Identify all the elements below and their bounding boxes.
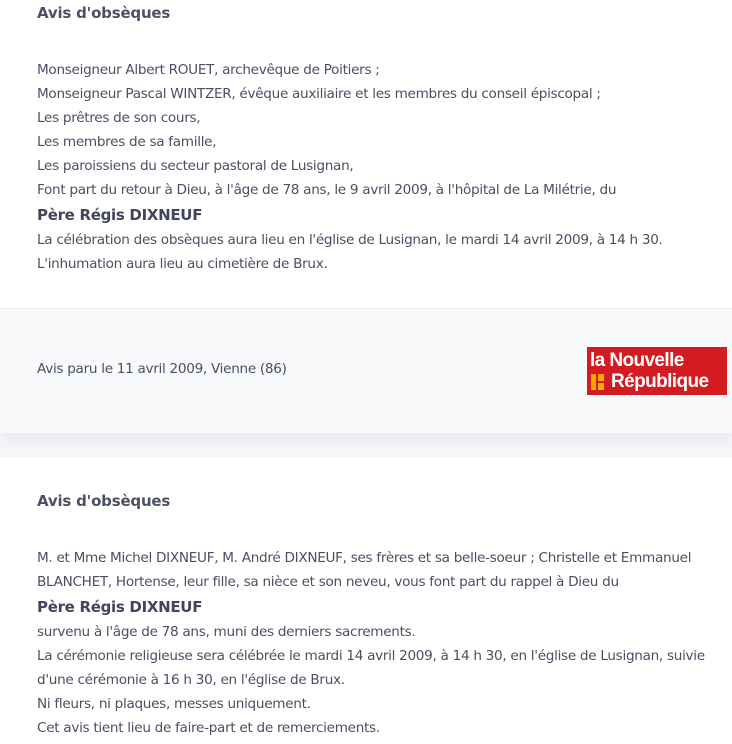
text-line: La cérémonie religieuse sera célébrée le mardi 14 avril 2009, à 14 h 30, en l'église de Lusignan, suivie [37,648,705,664]
text-line: BLANCHET, Hortense, leur fille, sa nièce et son neveu, vous font part du rappel à Dieu du [37,574,619,590]
deceased-name: Père Régis DIXNEUF [37,206,203,224]
text-line: Monseigneur Albert ROUET, archevêque de Poitiers ; [37,62,380,78]
card-separator [0,433,732,457]
text-line: Les membres de sa famille, [37,134,217,150]
text-line: Les paroissiens du secteur pastoral de Lusignan, [37,158,354,174]
text-line: Les prêtres de son cours, [37,110,201,126]
text-line: Font part du retour à Dieu, à l'âge de 78 ans, le 9 avril 2009, à l'hôpital de La Milétrie, du [37,182,617,198]
notice-text [37,58,724,276]
text-line: La célébration des obsèques aura lieu en l'église de Lusignan, le mardi 14 avril 2009, à 14 h 30. [37,232,663,248]
publication-info: Avis paru le 11 avril 2009, Vienne (86) [37,361,287,377]
logo-line-1: la Nouvelle [590,350,684,371]
notice-text [37,546,724,740]
obituary-body [0,0,732,309]
obituary-card-2 [0,457,732,744]
notice-footer [0,309,732,433]
text-line: L'inhumation aura lieu au cimetière de Brux. [37,256,328,272]
text-line: Cet avis tient lieu de faire-part et de remerciements. [37,720,380,736]
notice-heading: Avis d'obsèques [37,492,171,510]
logo-mark-icon [591,374,604,390]
text-line: Monseigneur Pascal WINTZER, évêque auxiliaire et les membres du conseil épiscopal ; [37,86,601,102]
deceased-name: Père Régis DIXNEUF [37,598,203,616]
logo-line-2: République [611,371,709,392]
text-line: Ni fleurs, ni plaques, messes uniquement. [37,696,311,712]
newspaper-logo[interactable] [587,347,727,395]
text-line: survenu à l'âge de 78 ans, muni des derniers sacrements. [37,624,416,640]
text-line: d'une cérémonie à 16 h 30, en l'église de Brux. [37,672,345,688]
text-line: M. et Mme Michel DIXNEUF, M. André DIXNEUF, ses frères et sa belle-soeur ; Christelle et Emmanuel [37,550,692,566]
notice-heading: Avis d'obsèques [37,4,171,22]
